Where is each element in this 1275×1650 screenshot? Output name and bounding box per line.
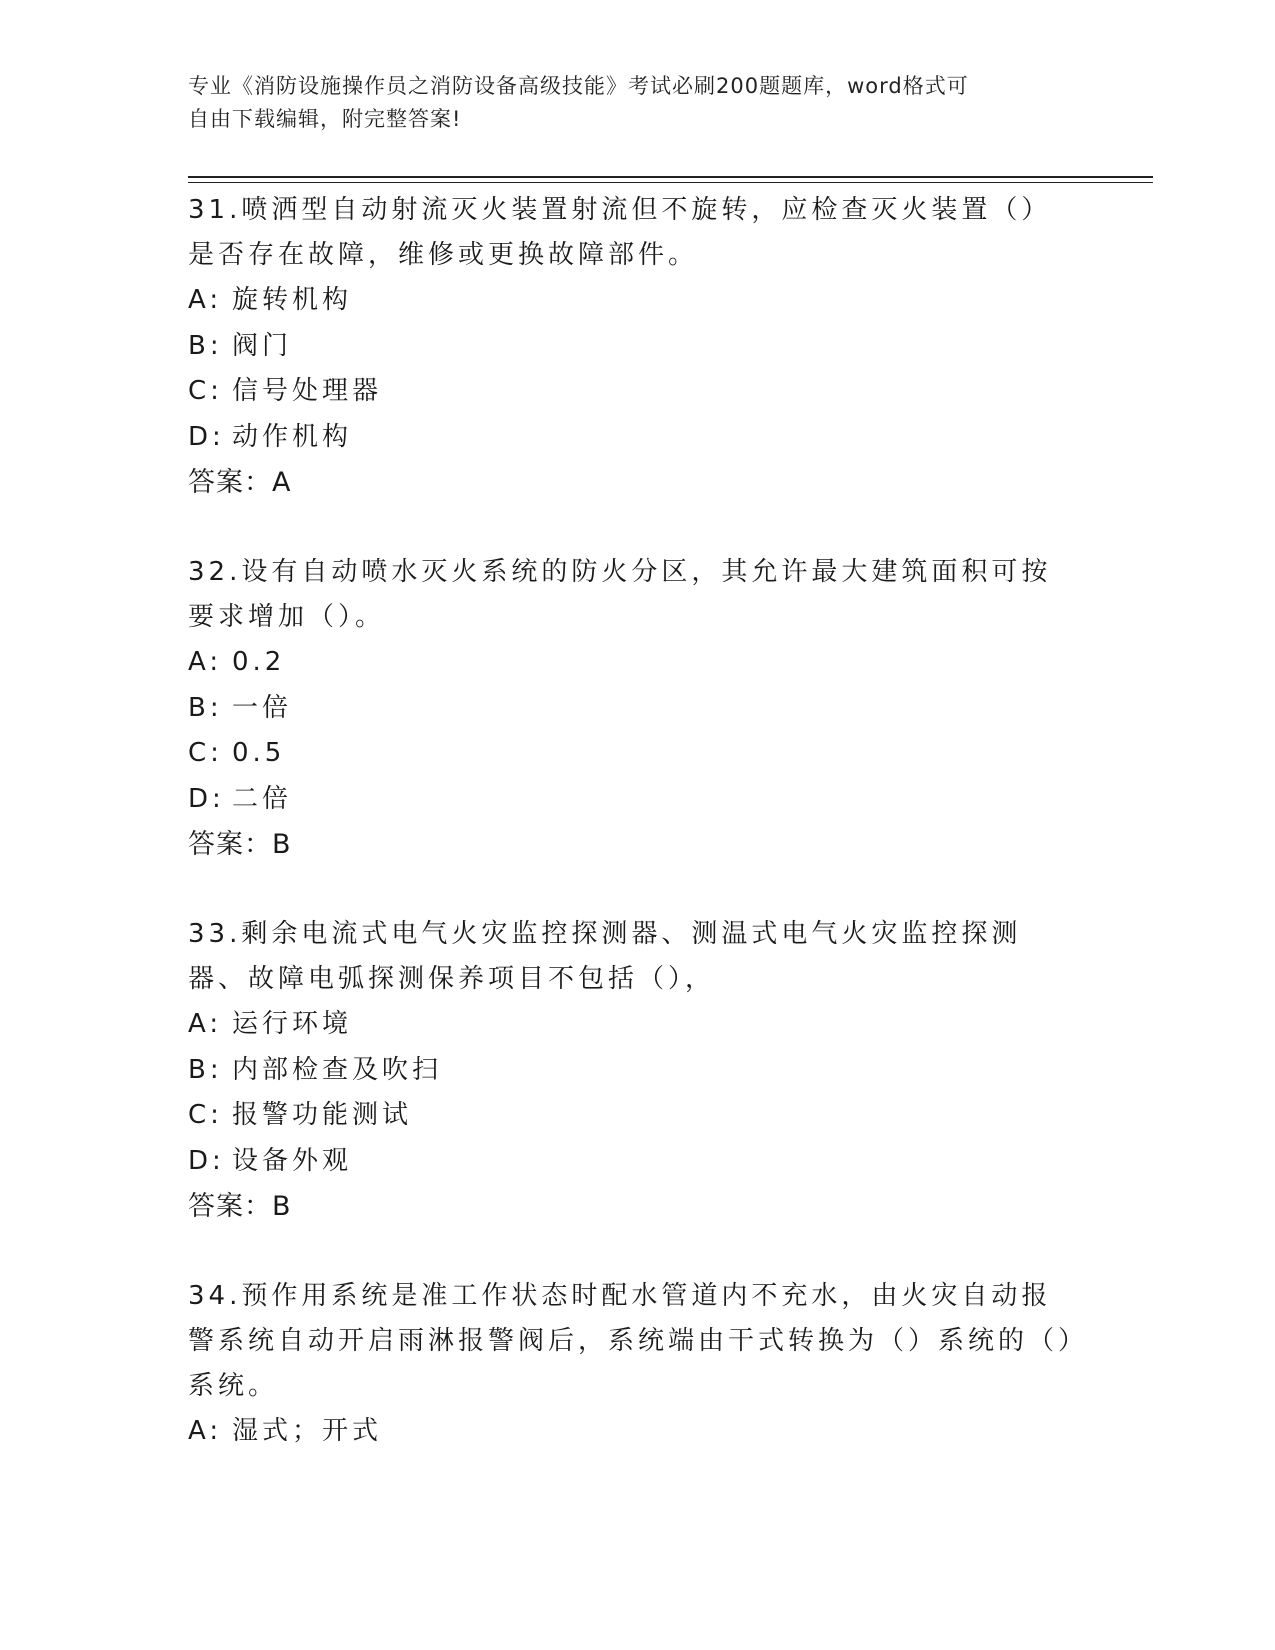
option-text: 运行环境 bbox=[232, 1009, 353, 1039]
option-letter: D: bbox=[188, 1145, 225, 1176]
option-letter: D: bbox=[188, 421, 225, 452]
option-letter: D: bbox=[188, 783, 225, 814]
option-text: 设备外观 bbox=[232, 1145, 353, 1176]
option-d bbox=[188, 415, 1078, 461]
question-block bbox=[188, 550, 1078, 867]
question-block bbox=[188, 912, 1078, 1229]
option-letter: B: bbox=[188, 692, 223, 723]
question-block bbox=[188, 188, 1078, 505]
header-divider-thick bbox=[188, 176, 1153, 178]
question-block bbox=[188, 1274, 1078, 1455]
question-list bbox=[188, 188, 1078, 1500]
answer-line: 答案：B bbox=[188, 829, 292, 860]
option-d bbox=[188, 777, 1078, 823]
option-letter: A: bbox=[188, 1416, 223, 1446]
option-a bbox=[188, 1002, 1078, 1048]
option-c bbox=[188, 731, 1078, 777]
option-b bbox=[188, 324, 1078, 370]
answer-line: 答案：B bbox=[188, 1191, 292, 1222]
header-line-2: 自由下载编辑，附完整答案! bbox=[188, 107, 462, 131]
option-text: 湿式；开式 bbox=[232, 1416, 383, 1446]
option-c bbox=[188, 1093, 1078, 1139]
option-b bbox=[188, 686, 1078, 732]
option-text: 阀门 bbox=[232, 330, 293, 361]
option-text: 内部检查及吹扫 bbox=[232, 1054, 443, 1085]
question-text: 31.喷洒型自动射流灭火装置射流但不旋转，应检查灭火装置（）是否存在故障，维修或更换故障部件。 bbox=[188, 195, 1052, 270]
answer-line: 答案：A bbox=[188, 467, 292, 498]
question-text: 33.剩余电流式电气火灾监控探测器、测温式电气火灾监控探测器、故障电弧探测保养项目不包括（）， bbox=[188, 919, 1022, 994]
option-letter: C: bbox=[188, 376, 223, 406]
option-text: 信号处理器 bbox=[232, 376, 383, 406]
option-text: 0.5 bbox=[232, 738, 286, 768]
document-header bbox=[188, 70, 1068, 136]
option-b bbox=[188, 1048, 1078, 1094]
question-text: 34.预作用系统是准工作状态时配水管道内不充水，由火灾自动报警系统自动开启雨淋报警阀后，系统端由干式转换为（）系统的（）系统。 bbox=[188, 1281, 1076, 1401]
option-letter: A: bbox=[188, 285, 223, 315]
option-text: 0.2 bbox=[232, 647, 286, 677]
option-letter: A: bbox=[188, 1009, 223, 1039]
option-text: 旋转机构 bbox=[232, 285, 353, 315]
option-text: 二倍 bbox=[232, 783, 293, 814]
option-text: 报警功能测试 bbox=[232, 1100, 413, 1130]
header-line-1: 专业《消防设施操作员之消防设备高级技能》考试必刷200题题库，word格式可 bbox=[188, 74, 969, 98]
option-a bbox=[188, 1409, 1078, 1455]
option-c bbox=[188, 369, 1078, 415]
option-letter: C: bbox=[188, 1100, 223, 1130]
option-text: 一倍 bbox=[232, 692, 293, 723]
question-text: 32.设有自动喷水灭火系统的防火分区，其允许最大建筑面积可按要求增加（）。 bbox=[188, 557, 1052, 632]
option-a bbox=[188, 640, 1078, 686]
header-divider-thin bbox=[188, 182, 1153, 183]
option-d bbox=[188, 1139, 1078, 1185]
option-letter: B: bbox=[188, 1054, 223, 1085]
option-a bbox=[188, 278, 1078, 324]
option-text: 动作机构 bbox=[232, 421, 353, 452]
option-letter: C: bbox=[188, 738, 223, 768]
option-letter: A: bbox=[188, 647, 223, 677]
option-letter: B: bbox=[188, 330, 223, 361]
